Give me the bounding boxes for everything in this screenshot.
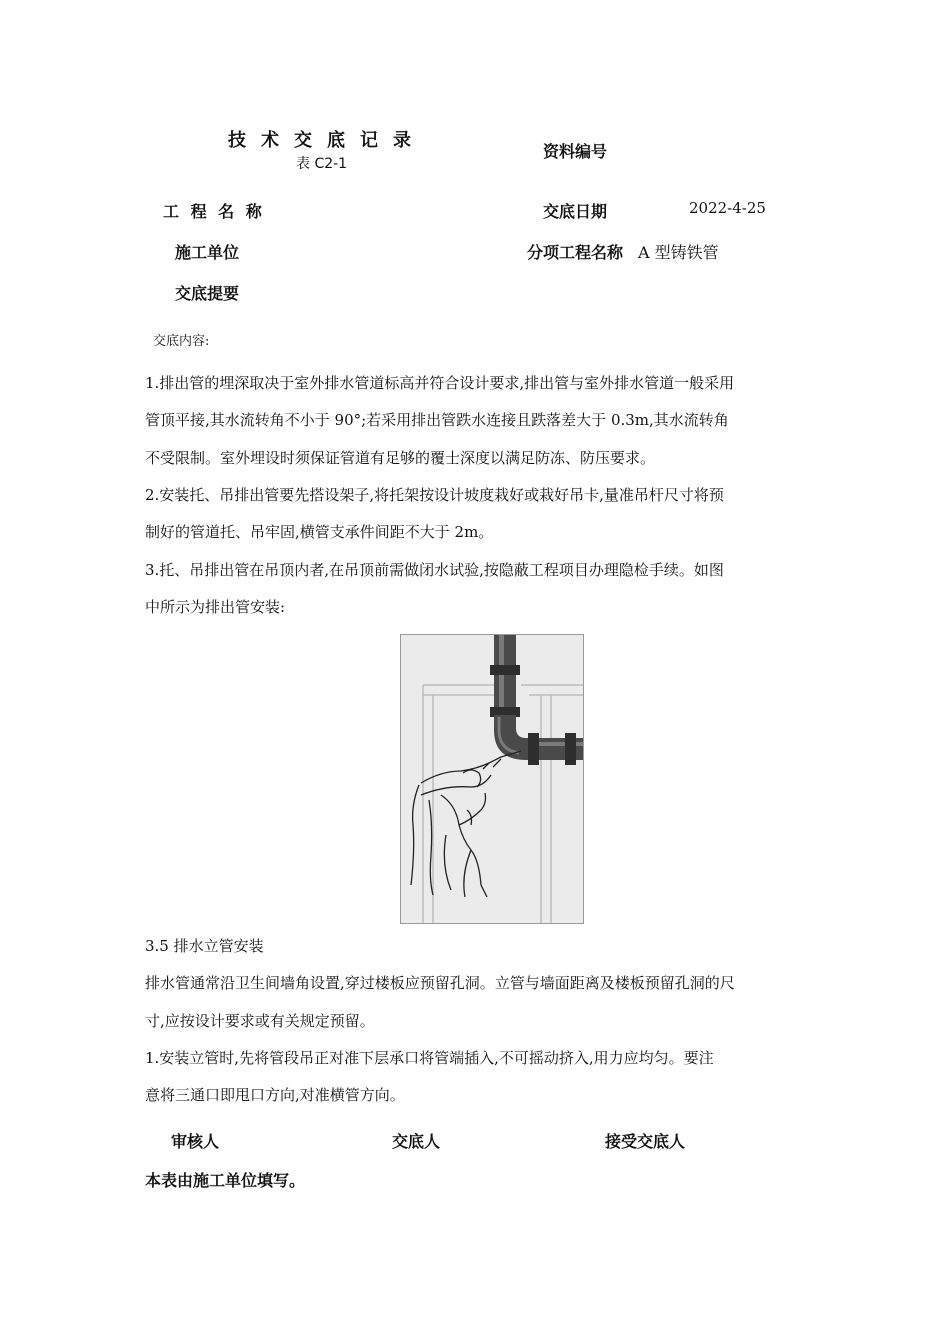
reviewer-label: 审核人 bbox=[171, 1132, 220, 1151]
paragraph-3-line-1: 3.托、吊排出管在吊顶内者,在吊顶前需做闭水试验,按隐蔽工程项目办理隐检手续。如图 bbox=[145, 561, 724, 579]
footer-note: 本表由施工单位填写。 bbox=[145, 1171, 306, 1190]
form-number: 表 C2-1 bbox=[296, 156, 348, 172]
paragraph-3-line-2: 中所示为排出管安装: bbox=[145, 598, 286, 616]
section-3-5-line-1: 排水管通常沿卫生间墙角设置,穿过楼板应预留孔洞。立管与墙面距离及楼板预留孔洞的尺 bbox=[145, 974, 735, 992]
doc-number-label: 资料编号 bbox=[543, 142, 608, 161]
paragraph-2-line-1: 2.安装托、吊排出管要先搭设架子,将托架按设计坡度栽好或栽好吊卡,量准吊杆尺寸将预 bbox=[145, 486, 724, 504]
content-intro: 交底内容: bbox=[153, 334, 210, 349]
paragraph-2-line-2: 制好的管道托、吊牢固,横管支承件间距不大于 2m。 bbox=[145, 523, 494, 541]
receiver-label: 接受交底人 bbox=[605, 1132, 686, 1151]
section-3-5-line-2: 寸,应按设计要求或有关规定预留。 bbox=[145, 1012, 375, 1030]
paragraph-1-line-3: 不受限制。室外埋设时须保证管道有足够的覆士深度以满足防冻、防压要求。 bbox=[145, 449, 656, 467]
section-3-5-heading: 3.5 排水立管安装 bbox=[145, 937, 264, 955]
subproject-label: 分项工程名称 bbox=[527, 243, 624, 262]
page-title: 技术交底记录 bbox=[228, 130, 426, 151]
section-3-5-item-1-line-1: 1.安装立管时,先将管段吊正对准下层承口将管端插入,不可摇动挤入,用力应均匀。要注 bbox=[145, 1049, 714, 1067]
section-3-5-item-1-line-2: 意将三通口即甩口方向,对准横管方向。 bbox=[145, 1086, 405, 1104]
subproject-value: A 型铸铁管 bbox=[638, 243, 719, 262]
project-name-label: 工 程 名 称 bbox=[163, 202, 265, 221]
drain-pipe-installation-illustration bbox=[400, 634, 584, 924]
date-value: 2022-4-25 bbox=[689, 199, 766, 217]
discloser-label: 交底人 bbox=[392, 1132, 441, 1151]
paragraph-1-line-1: 1.排出管的埋深取决于室外排水管道标高并符合设计要求,排出管与室外排水管道一般采用 bbox=[145, 374, 735, 392]
paragraph-1-line-2: 管顶平接,其水流转角不小于 90°;若采用排出管跌水连接且跌落差大于 0.3m,其水流转角 bbox=[145, 411, 729, 429]
summary-label: 交底提要 bbox=[175, 284, 240, 303]
pipe-drawing bbox=[401, 635, 584, 924]
contractor-label: 施工单位 bbox=[175, 243, 240, 262]
date-label: 交底日期 bbox=[543, 202, 608, 221]
